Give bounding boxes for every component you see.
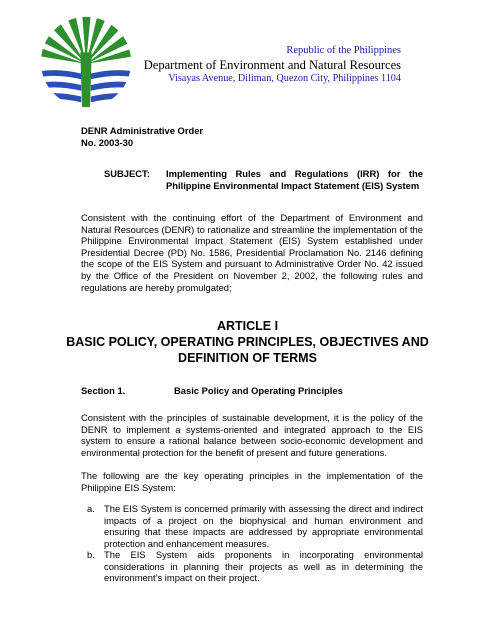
list-marker: a. xyxy=(87,503,95,514)
order-title: DENR Administrative Order xyxy=(81,125,204,136)
subject-text: Implementing Rules and Regulations (IRR) for the Philippine Environmental Impact Statement (EIS) System xyxy=(166,168,423,191)
list-marker: b. xyxy=(87,549,95,560)
order-number: No. 2003-30 xyxy=(81,137,134,148)
principles-intro: The following are the key operating principles in the implementation of the Philippine EIS System: xyxy=(81,470,423,493)
intro-paragraph: Consistent with the continuing effort of the Department of Environment and Natural Resources (DENR) to rationalize and streamline the implementation of the Philippine Environmental Impact Statement (EIS) System established under Presidential Decree (PD) No. 1586, Presidential Proclamation No. 2146 defining the scope of the EIS System and pursuant to Administrative Order No. 42 issued by the Office of the President on November 2, 2002, the following rules and regulations are hereby promulgated; xyxy=(81,212,423,293)
department-address: Visayas Avenue, Diliman, Quezon City, Philippines 1104 xyxy=(168,73,401,84)
section-title: Basic Policy and Operating Principles xyxy=(174,385,343,396)
policy-paragraph: Consistent with the principles of sustainable development, it is the policy of the DENR to implement a systems-oriented and integrated approach to the EIS system to ensure a rational balance between socio-economic development and environmental protection for the benefit of present and future generations. xyxy=(81,412,423,458)
denr-logo-icon xyxy=(38,14,134,110)
article-number: ARTICLE I xyxy=(216,319,279,333)
section-number: Section 1. xyxy=(81,385,126,396)
article-title-line2: DEFINITION OF TERMS xyxy=(178,351,317,365)
article-title-line1: BASIC POLICY, OPERATING PRINCIPLES, OBJECTIVES AND xyxy=(66,335,429,349)
republic-line: Republic of the Philippines xyxy=(286,45,401,56)
list-item: The EIS System aids proponents in incorporating environmental considerations in planning their projects as well as in determining the environment’s impact on their project. xyxy=(104,549,423,584)
list-item: The EIS System is concerned primarily with assessing the direct and indirect impacts of a project on the biophysical and human environment and ensuring that these impacts are addressed by appropriate environmental protection and enhancement measures. xyxy=(104,503,423,549)
department-name: Department of Environment and Natural Resources xyxy=(143,58,401,72)
subject-label: SUBJECT: xyxy=(104,168,150,179)
